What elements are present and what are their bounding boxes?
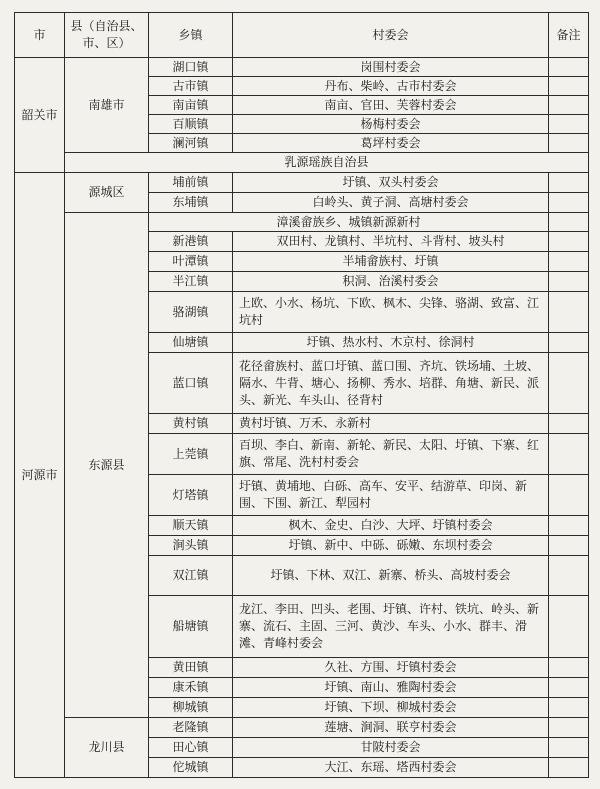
note-cell (549, 536, 589, 556)
town-cell: 灯塔镇 (149, 475, 233, 516)
town-cell: 蓝口镇 (149, 353, 233, 414)
villages-cell: 大江、东瑶、塔西村委会 (233, 758, 549, 778)
header-note: 备注 (549, 13, 589, 58)
villages-cell: 杨梅村委会 (233, 115, 549, 134)
note-cell (549, 475, 589, 516)
table-row (15, 58, 589, 77)
note-cell (549, 193, 589, 213)
county-cell: 南雄市 (65, 58, 149, 153)
villages-cell: 花径畲族村、蓝口圩镇、蓝口围、齐坑、铁场埔、土坡、隔水、牛背、塘心、扬柳、秀水、培群、角塘、新民、派头、新光、车头山、径背村 (233, 353, 549, 414)
town-cell: 顺天镇 (149, 516, 233, 536)
villages-cell: 圩镇、下林、双江、新寨、桥头、高坡村委会 (233, 556, 549, 596)
town-cell: 黄村镇 (149, 414, 233, 434)
villages-cell: 圩镇、下坝、柳城村委会 (233, 698, 549, 718)
city-cell: 韶关市 (15, 58, 65, 173)
table-row (15, 718, 589, 738)
note-cell (549, 434, 589, 475)
villages-cell: 圩镇、热水村、木京村、徐洞村 (233, 333, 549, 353)
county-cell: 龙川县 (65, 718, 149, 778)
header-county: 县（自治县、市、区） (65, 13, 149, 58)
villages-cell: 岗围村委会 (233, 58, 549, 77)
county-span-cell: 乳源瑶族自治县 (65, 153, 589, 173)
header-city: 市 (15, 13, 65, 58)
city-cell: 河源市 (15, 173, 65, 778)
header-row (15, 13, 589, 58)
county-cell: 东源县 (65, 213, 149, 718)
village-table (14, 12, 589, 778)
villages-cell: 圩镇、黄埔地、白砾、高车、安平、结游草、印岗、新围、下围、新江、犁园村 (233, 475, 549, 516)
note-cell (549, 272, 589, 292)
town-cell: 田心镇 (149, 738, 233, 758)
town-cell: 湖口镇 (149, 58, 233, 77)
note-cell (549, 333, 589, 353)
note-cell (549, 414, 589, 434)
header-town: 乡镇 (149, 13, 233, 58)
note-cell (549, 596, 589, 658)
villages-cell: 龙江、李田、凹头、老围、圩镇、许村、铁坑、岭头、新寨、流石、主固、三河、黄沙、车头、小水、群丰、滑滩、青峰村委会 (233, 596, 549, 658)
town-cell: 百顺镇 (149, 115, 233, 134)
note-cell (549, 292, 589, 333)
town-cell: 骆湖镇 (149, 292, 233, 333)
villages-cell: 白岭头、黄子洞、高塘村委会 (233, 193, 549, 213)
villages-cell: 圩镇、南山、雅陶村委会 (233, 678, 549, 698)
header-villages: 村委会 (233, 13, 549, 58)
town-cell: 老隆镇 (149, 718, 233, 738)
town-cell: 上莞镇 (149, 434, 233, 475)
table-row (15, 153, 589, 173)
town-cell: 涧头镇 (149, 536, 233, 556)
note-cell (549, 738, 589, 758)
villages-cell: 半埔畲族村、圩镇 (233, 252, 549, 272)
town-cell: 南亩镇 (149, 96, 233, 115)
county-cell: 源城区 (65, 173, 149, 213)
town-span-cell: 漳溪畲族乡、城镇新源新村 (149, 213, 549, 232)
note-cell (549, 213, 589, 232)
town-cell: 船塘镇 (149, 596, 233, 658)
town-cell: 柳城镇 (149, 698, 233, 718)
town-cell: 佗城镇 (149, 758, 233, 778)
villages-cell: 久社、方围、圩镇村委会 (233, 658, 549, 678)
villages-cell: 莲塘、涧洞、联亨村委会 (233, 718, 549, 738)
note-cell (549, 232, 589, 252)
villages-cell: 百坝、李白、新南、新轮、新民、太阳、圩镇、下寨、红旗、常尾、洗村村委会 (233, 434, 549, 475)
note-cell (549, 516, 589, 536)
town-cell: 康禾镇 (149, 678, 233, 698)
note-cell (549, 658, 589, 678)
note-cell (549, 115, 589, 134)
villages-cell: 双田村、龙镇村、半坑村、斗背村、坡头村 (233, 232, 549, 252)
town-cell: 东埔镇 (149, 193, 233, 213)
note-cell (549, 758, 589, 778)
note-cell (549, 698, 589, 718)
town-cell: 澜河镇 (149, 134, 233, 153)
note-cell (549, 718, 589, 738)
town-cell: 双江镇 (149, 556, 233, 596)
town-cell: 新港镇 (149, 232, 233, 252)
town-cell: 叶潭镇 (149, 252, 233, 272)
note-cell (549, 678, 589, 698)
table-row (15, 213, 589, 232)
note-cell (549, 96, 589, 115)
villages-cell: 甘陂村委会 (233, 738, 549, 758)
note-cell (549, 134, 589, 153)
town-cell: 埔前镇 (149, 173, 233, 193)
villages-cell: 黄村圩镇、万禾、永新村 (233, 414, 549, 434)
villages-cell: 上欧、小水、杨坑、下欧、枫木、尖锋、骆湖、致富、江坑村 (233, 292, 549, 333)
note-cell (549, 173, 589, 193)
note-cell (549, 77, 589, 96)
villages-cell: 圩镇、双头村委会 (233, 173, 549, 193)
villages-cell: 积洞、治溪村委会 (233, 272, 549, 292)
town-cell: 古市镇 (149, 77, 233, 96)
villages-cell: 葛坪村委会 (233, 134, 549, 153)
villages-cell: 圩镇、新中、中砾、砾嫩、东坝村委会 (233, 536, 549, 556)
villages-cell: 南亩、官田、芙蓉村委会 (233, 96, 549, 115)
table-row (15, 173, 589, 193)
note-cell (549, 58, 589, 77)
town-cell: 半江镇 (149, 272, 233, 292)
villages-cell: 枫木、金史、白沙、大坪、圩镇村委会 (233, 516, 549, 536)
note-cell (549, 353, 589, 414)
note-cell (549, 556, 589, 596)
town-cell: 仙塘镇 (149, 333, 233, 353)
villages-cell: 丹布、柴岭、古市村委会 (233, 77, 549, 96)
town-cell: 黄田镇 (149, 658, 233, 678)
note-cell (549, 252, 589, 272)
